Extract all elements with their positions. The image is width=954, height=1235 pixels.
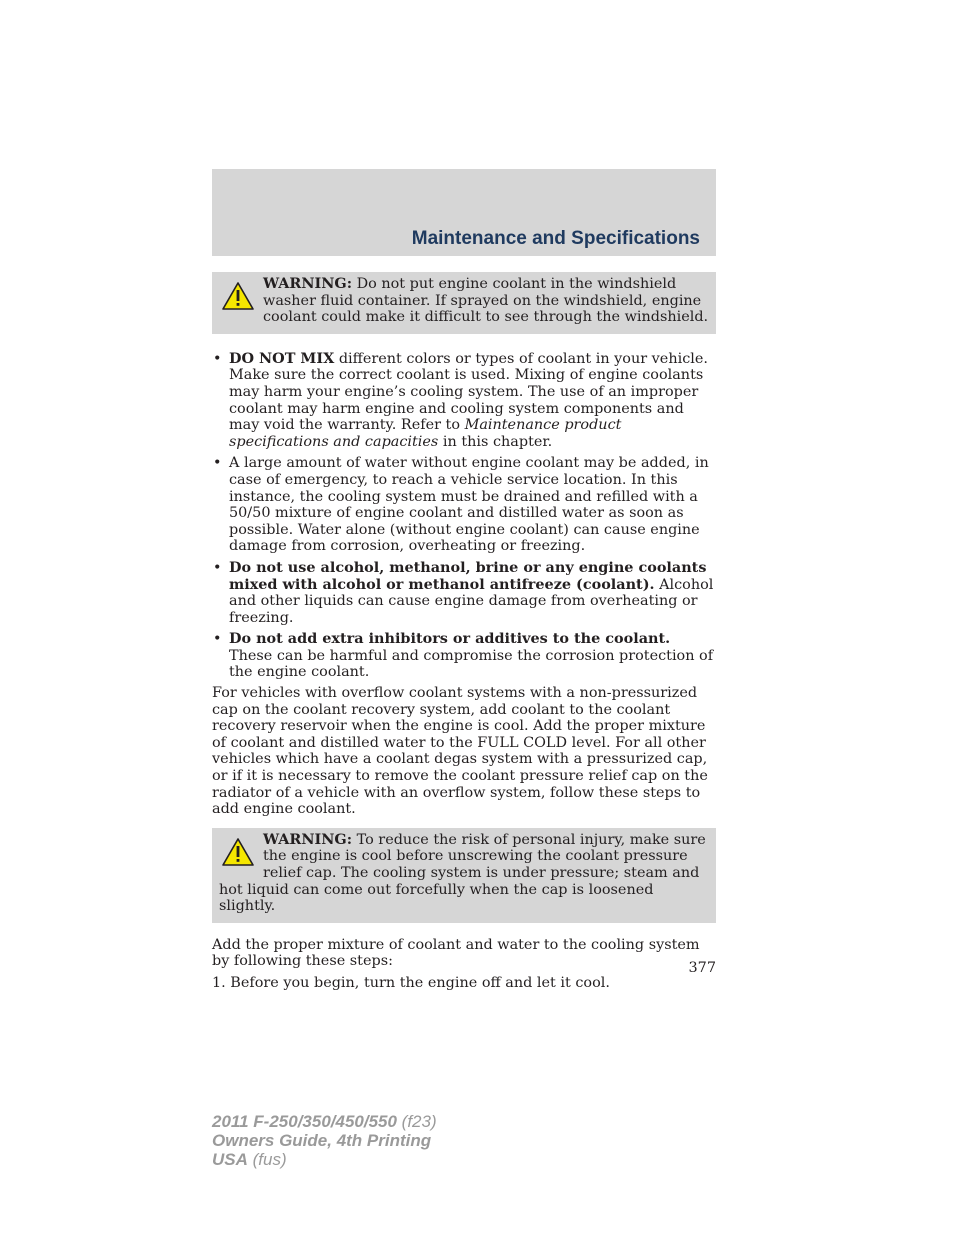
bullet-text: different colors or types of coolant in your vehicle. Make sure the correct coolant is used. Mixing of engine coolants may harm your engine’s cooling system. The use of an improper coolant may harm engine and cooling system components and may void the warranty. Refer to — [229, 350, 708, 434]
warning-triangle-icon — [221, 837, 255, 867]
bullet-icon: • — [213, 455, 222, 472]
footer-guide: Owners Guide, 4th Printing — [212, 1131, 432, 1150]
bullet-text: A large amount of water without engine coolant may be added, in case of emergency, to reach a vehicle service location. In this instance, the cooling system must be drained and refilled with a 50/50 mixture of engine coolant and distilled water as soon as possible. Water alone (without engine coolant) can cause engine damage from corrosion, overheating or freezing. — [229, 455, 709, 555]
warning-text: Do not put engine coolant in the windshield washer fluid container. If sprayed on the windshield, engine coolant could make it difficult to see through the windshield. — [263, 276, 709, 326]
section-title: Maintenance and Specifications — [411, 228, 700, 249]
page-content — [212, 272, 716, 992]
section-header — [212, 169, 716, 256]
chapter-reference: Maintenance product specifications and capacities — [229, 417, 622, 450]
list-item — [212, 560, 716, 626]
bullet-text: Alcohol and other liquids can cause engine damage from overheating or freezing. — [229, 576, 714, 626]
warning-triangle-icon — [221, 281, 255, 311]
list-item — [212, 631, 716, 681]
footer-model-code: (f23) — [396, 1112, 437, 1131]
warning-box-pressure-cap — [212, 828, 716, 923]
footer-market-code: (fus) — [247, 1150, 287, 1169]
bullet-tail-text: in this chapter. — [438, 433, 553, 450]
bullet-icon: • — [213, 631, 222, 648]
list-item — [212, 351, 716, 451]
overflow-system-paragraph: For vehicles with overflow coolant systems with a non-pressurized cap on the coolant recovery system, add coolant to the coolant recovery reservoir when the engine is cool. Add the proper mixture of coolant and distilled water to the FULL COLD level. For all other vehicles which have a coolant degas system with a pressurized cap, or if it is necessary to remove the coolant pressure relief cap on the radiator of a vehicle with an overflow system, follow these steps to add engine coolant. — [212, 685, 708, 818]
page-number: 377 — [688, 960, 716, 976]
bullet-bold-text: DO NOT MIX — [229, 349, 335, 367]
warning-box-windshield — [212, 272, 716, 334]
bullet-bold-text: Do not use alcohol, methanol, brine or any engine coolants mixed with alcohol or methanol antifreeze (coolant). — [229, 558, 707, 593]
warning-text: To reduce the risk of personal injury, make sure the engine is cool before unscrewing the coolant pressure relief cap. The cooling system is under pressure; steam and hot liquid can come out forcefully when the cap is loosened slightly. — [219, 831, 706, 915]
footer-model: 2011 F-250/350/450/550 — [212, 1112, 397, 1131]
bullet-text: These can be harmful and compromise the corrosion protection of the engine coolant. — [229, 647, 714, 681]
procedure-step-1: 1. Before you begin, turn the engine off and let it cool. — [212, 974, 610, 991]
bullet-bold-text: Do not add extra inhibitors or additives to the coolant. — [229, 630, 671, 648]
document-footer — [212, 1112, 437, 1169]
bullet-icon: • — [213, 559, 222, 576]
warning-label: WARNING: — [263, 275, 353, 292]
list-item — [212, 455, 716, 555]
warning-label: WARNING: — [263, 830, 353, 848]
procedure-intro: Add the proper mixture of coolant and water to the cooling system by following these steps: — [212, 936, 700, 970]
bullet-icon: • — [213, 350, 222, 367]
footer-market: USA — [212, 1150, 248, 1169]
coolant-bullet-list — [212, 351, 716, 681]
